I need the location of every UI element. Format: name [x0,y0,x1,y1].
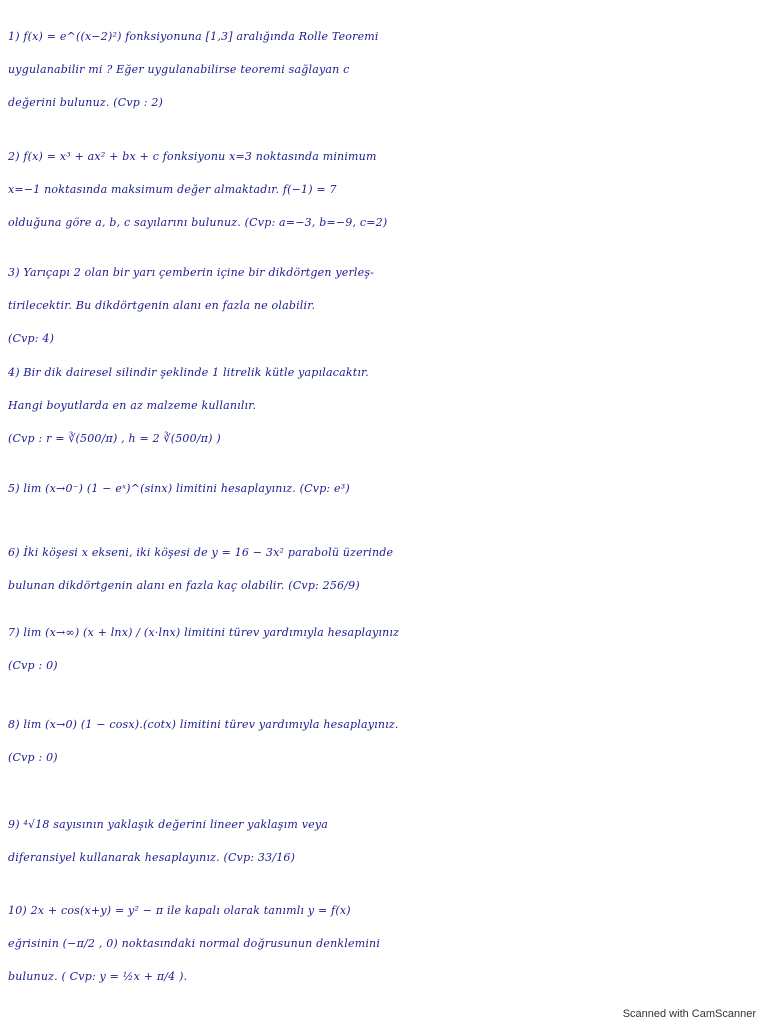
question-line: uygulanabilir mi ? Eğer uygulanabilirse teoremi sağlayan c [8,63,350,76]
question-6 [8,536,764,602]
question-line: (Cvp : 0) [8,751,58,764]
question-line: 8) lim (x→0) (1 − cosx).(cotx) limitini türev yardımıyla hesaplayınız. [8,718,399,731]
question-line: 2) f(x) = x³ + ax² + bx + c fonksiyonu x=3 noktasında minimum [8,150,377,163]
question-line: x=−1 noktasında maksimum değer almaktadır. f(−1) = 7 [8,183,337,196]
question-line: tirilecektir. Bu dikdörtgenin alanı en fazla ne olabilir. [8,299,316,312]
question-line: değerini bulunuz. (Cvp : 2) [8,96,164,109]
question-line: 7) lim (x→∞) (x + lnx) / (x·lnx) limitini türev yardımıyla hesaplayınız [8,626,400,639]
question-line: bulunan dikdörtgenin alanı en fazla kaç olabilir. (Cvp: 256/9) [8,579,360,592]
question-line: 5) lim (x→0⁻) (1 − eˣ)^(sinx) limitini hesaplayınız. (Cvp: e³) [8,482,350,495]
question-10 [8,894,764,993]
question-line: (Cvp : r = ∛(500/π) , h = 2 ∛(500/π) ) [8,432,221,445]
question-2 [8,140,764,239]
question-line: 1) f(x) = e^((x−2)²) fonksiyonuna [1,3] aralığında Rolle Teoremi [8,30,379,43]
question-line: 3) Yarıçapı 2 olan bir yarı çemberin içine bir dikdörtgen yerleş- [8,266,375,279]
question-line: diferansiyel kullanarak hesaplayınız. (Cvp: 33/16) [8,851,296,864]
question-line: 9) ⁴√18 sayısının yaklaşık değerini lineer yaklaşım veya [8,818,328,831]
question-line: eğrisinin (−π/2 , 0) noktasındaki normal doğrusunun denklemini [8,937,381,950]
question-1 [8,20,764,119]
question-line: (Cvp : 0) [8,659,58,672]
question-5 [8,472,764,505]
question-8 [8,708,764,774]
question-4 [8,356,764,455]
scanner-watermark: Scanned with CamScanner [622,1008,756,1020]
question-line: 10) 2x + cos(x+y) = y² − π ile kapalı olarak tanımlı y = f(x) [8,904,351,917]
question-line: Hangi boyutlarda en az malzeme kullanılır. [8,399,257,412]
question-9 [8,808,764,874]
question-line: bulunuz. ( Cvp: y = ½x + π/4 ). [8,970,188,983]
question-line: (Cvp: 4) [8,332,55,345]
question-line: 6) İki köşesi x ekseni, iki köşesi de y = 16 − 3x² parabolü üzerinde [8,546,394,559]
question-line: olduğuna göre a, b, c sayılarını bulunuz. (Cvp: a=−3, b=−9, c=2) [8,216,388,229]
question-line: 4) Bir dik dairesel silindir şeklinde 1 litrelik kütle yapılacaktır. [8,366,369,379]
question-7 [8,616,764,682]
question-3 [8,256,764,355]
